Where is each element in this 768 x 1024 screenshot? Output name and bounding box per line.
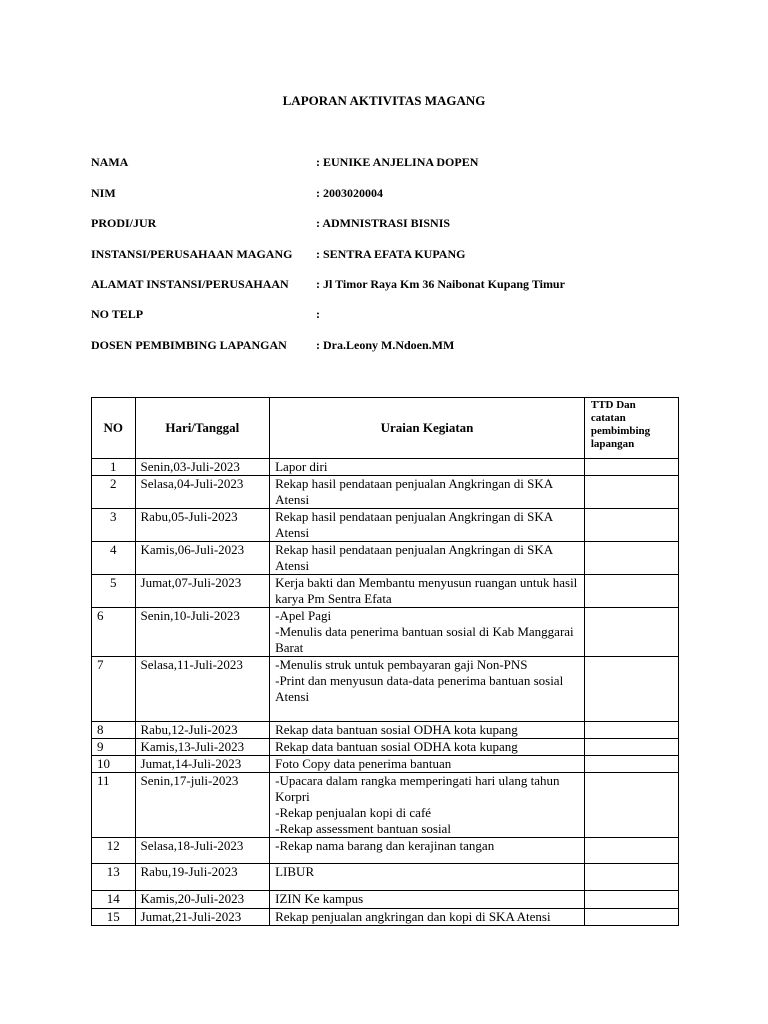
table-row	[92, 459, 679, 476]
cell-uraian	[270, 722, 585, 739]
activity-line: Rekap data bantuan sosial ODHA kota kupang	[275, 739, 518, 754]
cell-ttd	[584, 864, 678, 891]
cell-no: 5	[92, 575, 136, 608]
info-label: PRODI/JUR	[91, 216, 157, 230]
cell-uraian	[270, 575, 585, 608]
cell-ttd	[584, 756, 678, 773]
activity-line: -Rekap nama barang dan kerajinan tangan	[275, 838, 495, 853]
cell-no: 1	[92, 459, 136, 476]
table-row	[92, 864, 679, 891]
cell-uraian	[270, 891, 585, 909]
info-label: NO TELP	[91, 307, 144, 321]
table-row	[92, 739, 679, 756]
cell-no: 13	[92, 864, 136, 891]
table-row	[92, 756, 679, 773]
cell-uraian	[270, 657, 585, 722]
cell-uraian	[270, 909, 585, 926]
info-value: : Jl Timor Raya Km 36 Naibonat Kupang Timur	[316, 277, 565, 291]
table-row	[92, 575, 679, 608]
activity-line: -Menulis struk untuk pembayaran gaji Non-PNS	[275, 657, 528, 672]
cell-uraian	[270, 864, 585, 891]
cell-no: 14	[92, 891, 136, 909]
table-row	[92, 608, 679, 657]
cell-no: 3	[92, 509, 136, 542]
cell-hari-tanggal: Selasa,11-Juli-2023	[135, 657, 270, 722]
activity-line: -Apel Pagi	[275, 608, 332, 623]
cell-hari-tanggal: Selasa,04-Juli-2023	[135, 476, 270, 509]
activity-line: -Rekap assessment bantuan sosial	[275, 821, 451, 836]
activity-line: Rekap hasil pendataan penjualan Angkringan di SKA Atensi	[275, 476, 553, 507]
cell-ttd	[584, 739, 678, 756]
table-row	[92, 909, 679, 926]
table-row	[92, 722, 679, 739]
cell-uraian	[270, 773, 585, 838]
cell-no: 11	[92, 773, 136, 838]
cell-hari-tanggal: Rabu,12-Juli-2023	[135, 722, 270, 739]
table-row	[92, 838, 679, 864]
table-row	[92, 476, 679, 509]
info-label: INSTANSI/PERUSAHAAN MAGANG	[91, 247, 293, 261]
activity-line: Rekap hasil pendataan penjualan Angkringan di SKA Atensi	[275, 542, 553, 573]
cell-no: 7	[92, 657, 136, 722]
activity-line: IZIN Ke kampus	[275, 891, 364, 906]
cell-ttd	[584, 575, 678, 608]
cell-ttd	[584, 773, 678, 838]
table-row	[92, 542, 679, 575]
cell-ttd	[584, 722, 678, 739]
cell-hari-tanggal: Selasa,18-Juli-2023	[135, 838, 270, 864]
info-value: : Dra.Leony M.Ndoen.MM	[316, 338, 455, 352]
cell-hari-tanggal: Kamis,20-Juli-2023	[135, 891, 270, 909]
cell-uraian	[270, 459, 585, 476]
report-title: LAPORAN AKTIVITAS MAGANG	[282, 93, 486, 108]
info-label: ALAMAT INSTANSI/PERUSAHAAN	[91, 277, 289, 291]
cell-ttd	[584, 542, 678, 575]
activity-line: -Rekap penjualan kopi di café	[275, 805, 432, 820]
cell-uraian	[270, 756, 585, 773]
cell-ttd	[584, 657, 678, 722]
info-value: : EUNIKE ANJELINA DOPEN	[316, 155, 479, 169]
cell-no: 2	[92, 476, 136, 509]
cell-uraian	[270, 476, 585, 509]
header-ttd: TTD Dan catatan pembimbing lapangan	[584, 398, 678, 459]
cell-hari-tanggal: Jumat,14-Juli-2023	[135, 756, 270, 773]
activity-line: Foto Copy data penerima bantuan	[275, 756, 452, 771]
cell-hari-tanggal: Kamis,13-Juli-2023	[135, 739, 270, 756]
table-row	[92, 657, 679, 722]
table-body	[92, 459, 679, 926]
cell-ttd	[584, 459, 678, 476]
cell-hari-tanggal: Senin,10-Juli-2023	[135, 608, 270, 657]
activity-line: Lapor diri	[275, 459, 328, 474]
info-value: :	[316, 307, 320, 321]
activity-line: Rekap hasil pendataan penjualan Angkringan di SKA Atensi	[275, 509, 553, 540]
activity-line: Rekap penjualan angkringan dan kopi di SKA Atensi	[275, 909, 551, 924]
table-row	[92, 891, 679, 909]
activity-line: -Upacara dalam rangka memperingati hari ulang tahun Korpri	[275, 773, 560, 804]
activity-line: -Menulis data penerima bantuan sosial di Kab Manggarai Barat	[275, 624, 574, 655]
cell-hari-tanggal: Jumat,07-Juli-2023	[135, 575, 270, 608]
cell-uraian	[270, 542, 585, 575]
cell-no: 9	[92, 739, 136, 756]
table-row	[92, 773, 679, 838]
cell-ttd	[584, 891, 678, 909]
cell-hari-tanggal: Kamis,06-Juli-2023	[135, 542, 270, 575]
cell-uraian	[270, 838, 585, 864]
cell-hari-tanggal: Jumat,21-Juli-2023	[135, 909, 270, 926]
info-label: NAMA	[91, 155, 129, 169]
cell-uraian	[270, 608, 585, 657]
cell-hari-tanggal: Senin,03-Juli-2023	[135, 459, 270, 476]
cell-hari-tanggal: Rabu,05-Juli-2023	[135, 509, 270, 542]
header-no: NO	[92, 398, 136, 459]
activity-table	[91, 397, 679, 926]
cell-ttd	[584, 509, 678, 542]
cell-no: 10	[92, 756, 136, 773]
table-header-row	[92, 398, 679, 459]
info-value: : SENTRA EFATA KUPANG	[316, 247, 466, 261]
cell-no: 6	[92, 608, 136, 657]
cell-uraian	[270, 509, 585, 542]
activity-line: Kerja bakti dan Membantu menyusun ruangan untuk hasil karya Pm Sentra Efata	[275, 575, 578, 606]
cell-ttd	[584, 838, 678, 864]
cell-uraian	[270, 739, 585, 756]
cell-ttd	[584, 476, 678, 509]
cell-no: 4	[92, 542, 136, 575]
cell-ttd	[584, 909, 678, 926]
cell-hari-tanggal: Rabu,19-Juli-2023	[135, 864, 270, 891]
cell-hari-tanggal: Senin,17-juli-2023	[135, 773, 270, 838]
cell-ttd	[584, 608, 678, 657]
table-row	[92, 509, 679, 542]
cell-no: 12	[92, 838, 136, 864]
info-label: NIM	[91, 186, 116, 200]
activity-line: LIBUR	[275, 864, 315, 879]
cell-no: 8	[92, 722, 136, 739]
cell-no: 15	[92, 909, 136, 926]
info-value: : 2003020004	[316, 186, 383, 200]
header-uraian-kegiatan: Uraian Kegiatan	[270, 398, 585, 459]
info-value: : ADMNISTRASI BISNIS	[316, 216, 451, 230]
activity-line: -Print dan menyusun data-data penerima bantuan sosial Atensi	[275, 673, 564, 704]
header-hari-tanggal: Hari/Tanggal	[135, 398, 270, 459]
activity-line: Rekap data bantuan sosial ODHA kota kupang	[275, 722, 518, 737]
info-label: DOSEN PEMBIMBING LAPANGAN	[91, 338, 287, 352]
